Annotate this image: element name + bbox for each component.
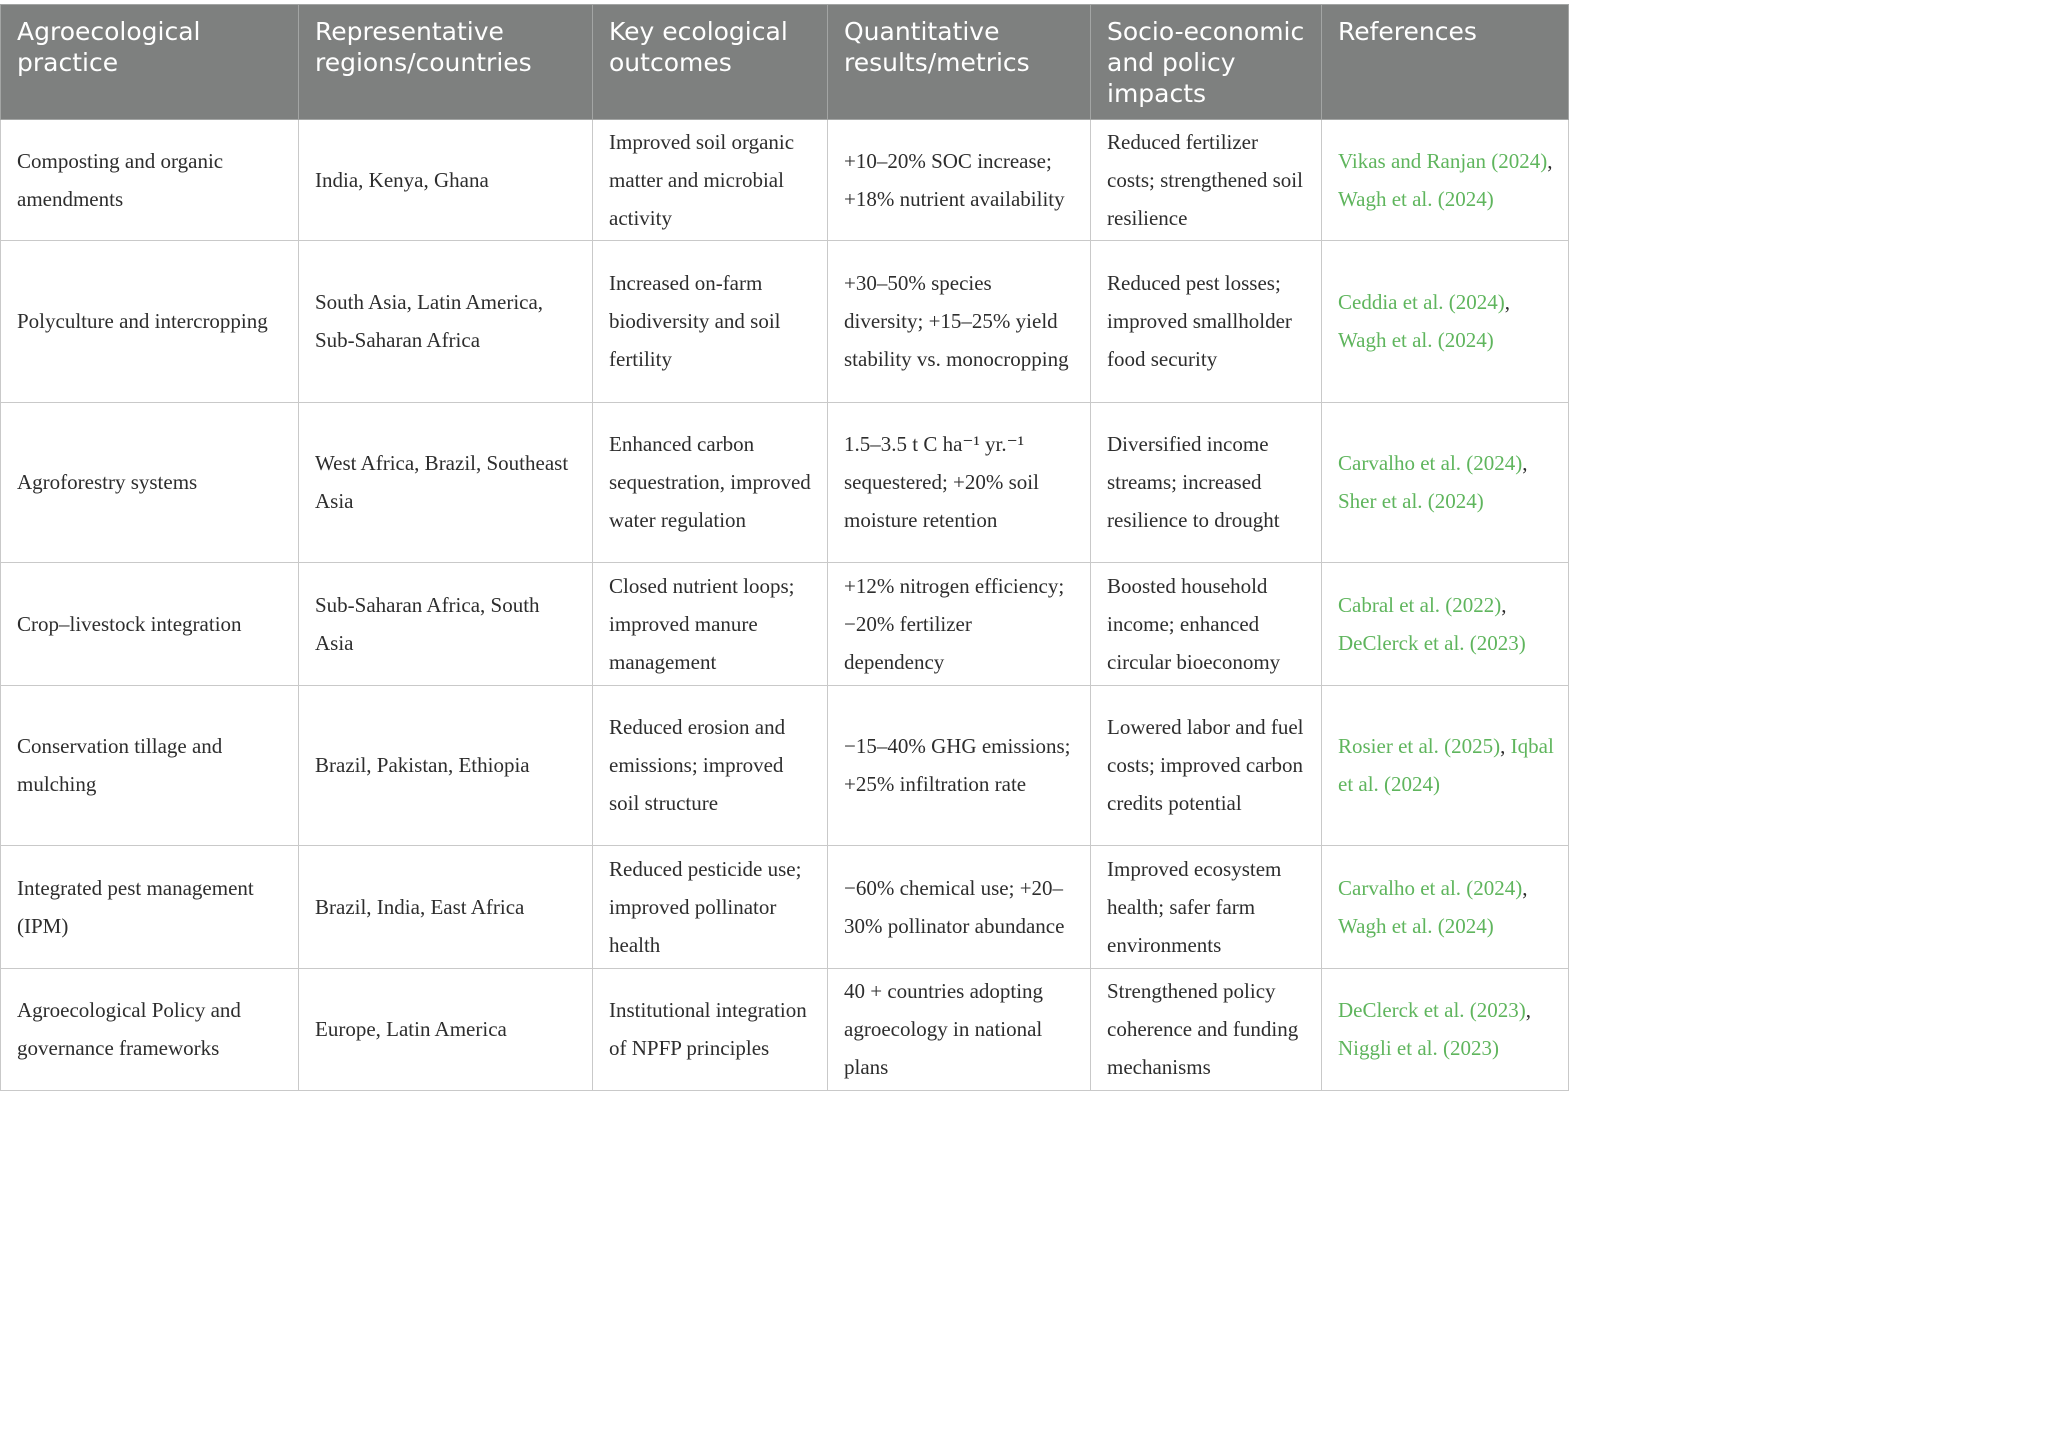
impacts-cell: Improved ecosystem health; safer farm environments (1091, 846, 1322, 969)
outcomes-cell: Enhanced carbon sequestration, improved water regulation (593, 403, 828, 563)
impacts-cell: Boosted household income; enhanced circular bioeconomy (1091, 563, 1322, 686)
references-cell: Cabral et al. (2022), DeClerck et al. (2023) (1322, 563, 1569, 686)
table-row (1, 969, 1569, 1091)
references-cell: Vikas and Ranjan (2024), Wagh et al. (2024) (1322, 120, 1569, 241)
practice-cell: Agroecological Policy and governance frameworks (1, 969, 299, 1091)
regions-cell: India, Kenya, Ghana (299, 120, 593, 241)
outcomes-cell: Reduced pesticide use; improved pollinator health (593, 846, 828, 969)
reference-link[interactable]: Rosier et al. (2025) (1338, 734, 1501, 758)
reference-link[interactable]: Carvalho et al. (2024) (1338, 875, 1523, 900)
metrics-cell: +30–50% species diversity; +15–25% yield stability vs. monocropping (828, 241, 1091, 403)
regions-cell: Sub-Saharan Africa, South Asia (299, 563, 593, 686)
reference-link[interactable]: Ceddia et al. (2024) (1338, 290, 1505, 314)
column-header-outcomes: Key ecological outcomes (593, 5, 828, 120)
reference-link[interactable]: Sher et al. (2024) (1338, 489, 1484, 513)
table-row (1, 241, 1569, 403)
metrics-cell: +10–20% SOC increase; +18% nutrient availability (828, 120, 1091, 241)
regions-cell: Brazil, India, East Africa (299, 846, 593, 969)
reference-link[interactable]: Carvalho et al. (2024) (1338, 451, 1523, 475)
outcomes-cell: Institutional integration of NPFP principles (593, 969, 828, 1091)
references-cell: DeClerck et al. (2023), Niggli et al. (2023) (1322, 969, 1569, 1091)
metrics-cell: −15–40% GHG emissions; +25% infiltration rate (828, 686, 1091, 846)
references-cell: Rosier et al. (2025), Iqbal et al. (2024) (1322, 686, 1569, 846)
reference-link[interactable]: DeClerck et al. (2023) (1338, 630, 1526, 655)
references-cell: Carvalho et al. (2024), Wagh et al. (2024) (1322, 846, 1569, 969)
column-header-practice: Agroecological practice (1, 5, 299, 120)
reference-link[interactable]: Wagh et al. (2024) (1338, 913, 1494, 938)
impacts-cell: Reduced pest losses; improved smallholder food security (1091, 241, 1322, 403)
table-row (1, 686, 1569, 846)
references-cell: Ceddia et al. (2024), Wagh et al. (2024) (1322, 241, 1569, 403)
regions-cell: West Africa, Brazil, Southeast Asia (299, 403, 593, 563)
references-cell: Carvalho et al. (2024), Sher et al. (2024) (1322, 403, 1569, 563)
metrics-cell: 40 + countries adopting agroecology in national plans (828, 969, 1091, 1091)
table-header (1, 5, 1569, 120)
impacts-cell: Lowered labor and fuel costs; improved carbon credits potential (1091, 686, 1322, 846)
column-header-regions: Representative regions/countries (299, 5, 593, 120)
reference-link[interactable]: Wagh et al. (2024) (1338, 186, 1494, 211)
table-row (1, 846, 1569, 969)
practice-cell: Polyculture and intercropping (1, 241, 299, 403)
reference-link[interactable]: Iqbal et al. (2024) (1338, 734, 1554, 796)
practice-cell: Integrated pest management (IPM) (1, 846, 299, 969)
column-header-references: References (1322, 5, 1569, 120)
reference-link[interactable]: DeClerck et al. (2023) (1338, 998, 1526, 1022)
reference-link[interactable]: Vikas and Ranjan (2024) (1338, 148, 1548, 173)
column-header-impacts: Socio-economic and policy impacts (1091, 5, 1322, 120)
practice-cell: Crop–livestock integration (1, 563, 299, 686)
outcomes-cell: Improved soil organic matter and microbial activity (593, 120, 828, 241)
practice-cell: Composting and organic amendments (1, 120, 299, 241)
metrics-cell: −60% chemical use; +20–30% pollinator abundance (828, 846, 1091, 969)
outcomes-cell: Reduced erosion and emissions; improved soil structure (593, 686, 828, 846)
outcomes-cell: Closed nutrient loops; improved manure management (593, 563, 828, 686)
outcomes-cell: Increased on-farm biodiversity and soil fertility (593, 241, 828, 403)
practice-cell: Conservation tillage and mulching (1, 686, 299, 846)
reference-link[interactable]: Niggli et al. (2023) (1338, 1036, 1499, 1060)
table-row (1, 120, 1569, 241)
column-header-metrics: Quantitative results/metrics (828, 5, 1091, 120)
metrics-cell: 1.5–3.5 t C ha⁻¹ yr.⁻¹ sequestered; +20% soil moisture retention (828, 403, 1091, 563)
practice-cell: Agroforestry systems (1, 403, 299, 563)
regions-cell: Europe, Latin America (299, 969, 593, 1091)
reference-link[interactable]: Wagh et al. (2024) (1338, 328, 1494, 352)
header-row (1, 5, 1569, 120)
practices-table (0, 4, 1569, 1091)
table-row (1, 563, 1569, 686)
reference-link[interactable]: Cabral et al. (2022) (1338, 592, 1502, 617)
metrics-cell: +12% nitrogen efficiency; −20% fertilizer dependency (828, 563, 1091, 686)
regions-cell: South Asia, Latin America, Sub-Saharan Africa (299, 241, 593, 403)
table-row (1, 403, 1569, 563)
impacts-cell: Diversified income streams; increased resilience to drought (1091, 403, 1322, 563)
regions-cell: Brazil, Pakistan, Ethiopia (299, 686, 593, 846)
impacts-cell: Reduced fertilizer costs; strengthened soil resilience (1091, 120, 1322, 241)
impacts-cell: Strengthened policy coherence and funding mechanisms (1091, 969, 1322, 1091)
table-body (1, 120, 1569, 1091)
